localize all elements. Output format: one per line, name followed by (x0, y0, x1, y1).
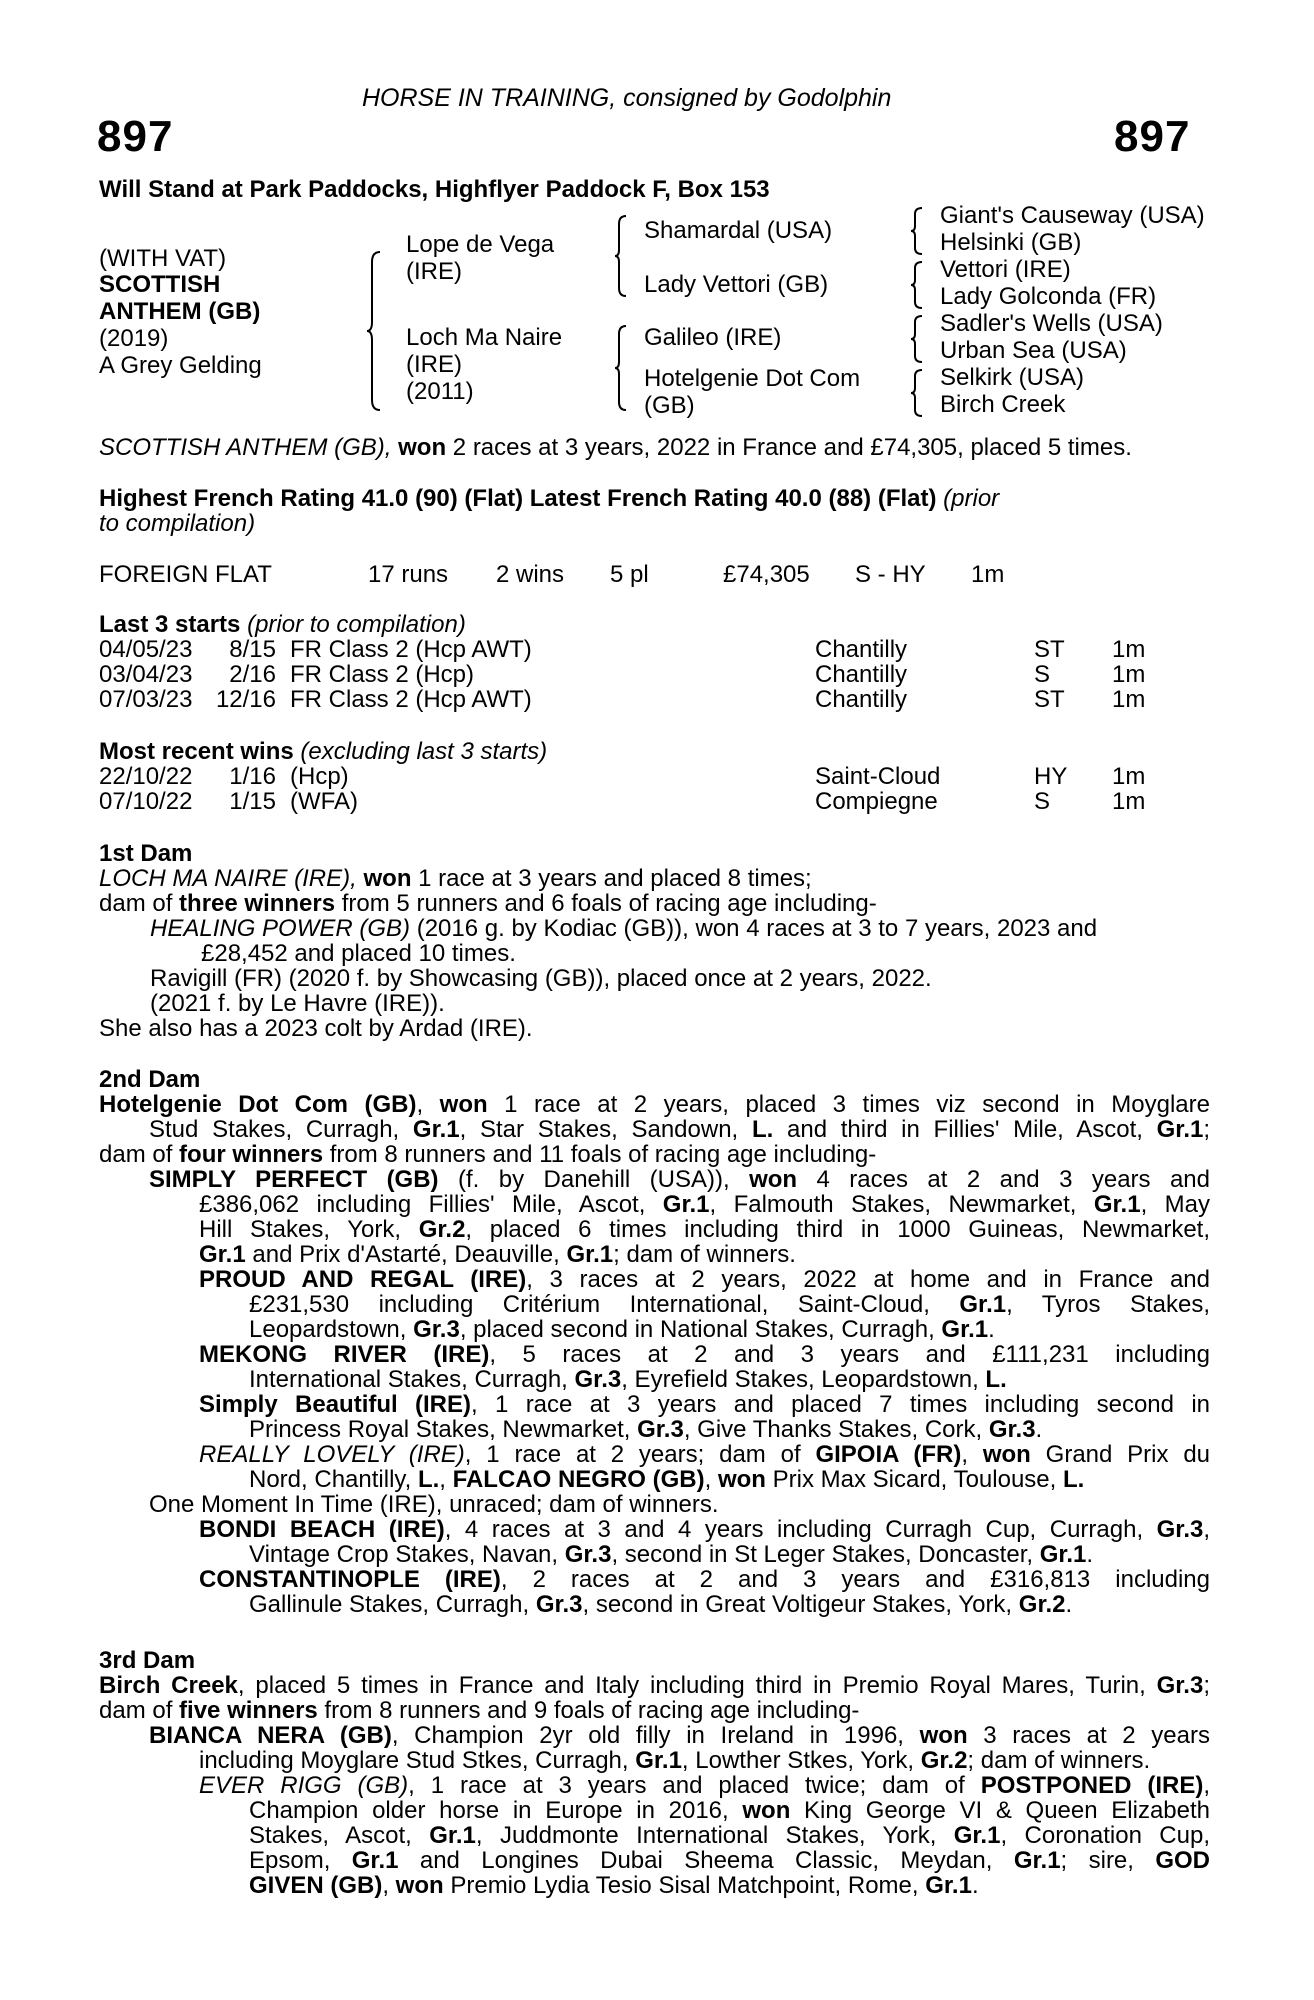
dam-year: (2011) (406, 378, 474, 405)
recent-date: 07/10/22 (99, 788, 193, 815)
record-wins: 2 wins (496, 561, 565, 588)
dam2-line: MEKONG RIVER (IRE), 5 races at 2 and 3 years and £111,231 including (199, 1341, 1210, 1368)
dam1-line4: £28,452 and placed 10 times. (201, 940, 516, 967)
foaling-year: (2019) (99, 325, 169, 352)
gp-5: Sadler's Wells (USA) (940, 310, 1163, 337)
dam1-line7: She also has a 2023 colt by Ardad (IRE). (99, 1015, 533, 1042)
rating-line-cont: to compilation) (99, 510, 256, 537)
lot-number-left: 897 (97, 112, 174, 161)
last3-race: FR Class 2 (Hcp AWT) (290, 636, 532, 663)
last3-date: 04/05/23 (99, 636, 193, 663)
last3-pos: 2/16 (229, 661, 276, 688)
record-placed: 5 pl (610, 561, 649, 588)
last3-dist: 1m (1112, 661, 1146, 688)
dam-dam-line2: (GB) (644, 392, 695, 419)
gp-7: Selkirk (USA) (940, 364, 1085, 391)
last3-course: Chantilly (815, 636, 908, 663)
dam1-heading: 1st Dam (99, 840, 193, 867)
dam-country: (IRE) (406, 351, 462, 378)
dam-name: Loch Ma Naire (406, 324, 563, 351)
record-runs: 17 runs (368, 561, 449, 588)
pedigree-brace-2 (910, 260, 926, 310)
record-label: FOREIGN FLAT (99, 561, 272, 588)
vat-note: (WITH VAT) (99, 245, 227, 272)
dam2-line: Princess Royal Stakes, Newmarket, Gr.3, Give Thanks Stakes, Cork, Gr.3. (249, 1416, 1043, 1443)
gp-8: Birch Creek (940, 391, 1066, 418)
recent-heading: Most recent wins (excluding last 3 starts) (99, 738, 548, 765)
dam2-line: CONSTANTINOPLE (IRE), 2 races at 2 and 3 years and £316,813 including (199, 1566, 1211, 1593)
recent-course: Saint-Cloud (815, 763, 941, 790)
record-prize: £74,305 (723, 561, 810, 588)
gp-6: Urban Sea (USA) (940, 337, 1127, 364)
sire-country: (IRE) (406, 258, 462, 285)
sire-dam: Lady Vettori (GB) (644, 271, 829, 298)
dam2-line: dam of four winners from 8 runners and 11 foals of racing age including- (99, 1141, 877, 1168)
recent-pos: 1/16 (229, 763, 276, 790)
last3-pos: 8/15 (229, 636, 276, 663)
last3-course: Chantilly (815, 686, 908, 713)
dam2-line: Gallinule Stakes, Curragh, Gr.3, second in Great Voltigeur Stakes, York, Gr.2. (249, 1591, 1073, 1618)
last3-dist: 1m (1112, 636, 1146, 663)
dam2-line: Gr.1 and Prix d'Astarté, Deauville, Gr.1; dam of winners. (199, 1241, 796, 1268)
last3-going: ST (1034, 636, 1065, 663)
last3-going: S (1034, 661, 1051, 688)
pedigree-dam-brace (614, 324, 630, 412)
dam3-line: Stakes, Ascot, Gr.1, Juddmonte International Stakes, York, Gr.1, Coronation Cup, (249, 1822, 1210, 1849)
dam2-line: REALLY LOVELY (IRE), 1 race at 2 years; dam of GIPOIA (FR), won Grand Prix du (199, 1441, 1211, 1468)
dam3-heading: 3rd Dam (99, 1647, 196, 1674)
recent-pos: 1/15 (229, 788, 276, 815)
recent-going: S (1034, 788, 1051, 815)
dam2-line: Hotelgenie Dot Com (GB), won 1 race at 2 years, placed 3 times viz second in Moyglare (99, 1091, 1210, 1118)
dam2-line: BONDI BEACH (IRE), 4 races at 3 and 4 years including Curragh Cup, Curragh, Gr.3, (199, 1516, 1211, 1543)
dam-sire: Galileo (IRE) (644, 324, 782, 351)
pedigree-main-brace (366, 250, 386, 412)
last3-dist: 1m (1112, 686, 1146, 713)
dam2-line: Simply Beautiful (IRE), 1 race at 3 years and placed 7 times including second in (199, 1391, 1210, 1418)
dam2-line: Vintage Crop Stakes, Navan, Gr.3, second in St Leger Stakes, Doncaster, Gr.1. (249, 1541, 1094, 1568)
dam3-line: dam of five winners from 8 runners and 9 foals of racing age including- (99, 1697, 860, 1724)
dam3-line: EVER RIGG (GB), 1 race at 3 years and placed twice; dam of POSTPONED (IRE), (199, 1772, 1210, 1799)
recent-race: (Hcp) (290, 763, 349, 790)
recent-race: (WFA) (290, 788, 358, 815)
dam2-line: £231,530 including Critérium International, Saint-Cloud, Gr.1, Tyros Stakes, (249, 1291, 1210, 1318)
rating-line: Highest French Rating 41.0 (90) (Flat) Latest French Rating 40.0 (88) (Flat) (prior (99, 485, 1000, 512)
last3-date: 07/03/23 (99, 686, 193, 713)
dam-dam-line1: Hotelgenie Dot Com (644, 365, 861, 392)
lot-number-right: 897 (1114, 112, 1191, 161)
dam3-line: Champion older horse in Europe in 2016, won King George VI & Queen Elizabeth (249, 1797, 1210, 1824)
last3-date: 03/04/23 (99, 661, 193, 688)
dam3-line: Birch Creek, placed 5 times in France and Italy including third in Premio Royal Mares, Turin, Gr.3; (99, 1672, 1210, 1699)
dam1-line1: LOCH MA NAIRE (IRE), won 1 race at 3 years and placed 8 times; (99, 865, 812, 892)
dam2-line: One Moment In Time (IRE), unraced; dam of winners. (149, 1491, 719, 1518)
dam2-line: Nord, Chantilly, L., FALCAO NEGRO (GB), won Prix Max Sicard, Toulouse, L. (249, 1466, 1085, 1493)
pedigree-brace-3 (910, 314, 926, 364)
dam2-line: PROUD AND REGAL (IRE), 3 races at 2 years, 2022 at home and in France and (199, 1266, 1210, 1293)
horse-name-line2: ANTHEM (GB) (99, 298, 261, 325)
gp-4: Lady Golconda (FR) (940, 283, 1157, 310)
dam2-line: International Stakes, Curragh, Gr.3, Eyrefield Stakes, Leopardstown, L. (249, 1366, 1007, 1393)
last3-heading: Last 3 starts (prior to compilation) (99, 611, 466, 638)
sire-name: Lope de Vega (406, 231, 555, 258)
dam2-line: SIMPLY PERFECT (GB) (f. by Danehill (USA)), won 4 races at 2 and 3 years and (149, 1166, 1210, 1193)
recent-date: 22/10/22 (99, 763, 193, 790)
gp-3: Vettori (IRE) (940, 256, 1071, 283)
race-summary: SCOTTISH ANTHEM (GB), won 2 races at 3 years, 2022 in France and £74,305, placed 5 times. (99, 434, 1132, 461)
recent-going: HY (1034, 763, 1068, 790)
dam1-line5: Ravigill (FR) (2020 f. by Showcasing (GB)), placed once at 2 years, 2022. (150, 965, 932, 992)
dam2-line: £386,062 including Fillies' Mile, Ascot, Gr.1, Falmouth Stakes, Newmarket, Gr.1, May (199, 1191, 1210, 1218)
recent-dist: 1m (1112, 788, 1146, 815)
dam2-line: Hill Stakes, York, Gr.2, placed 6 times including third in 1000 Guineas, Newmarket, (199, 1216, 1210, 1243)
horse-description: A Grey Gelding (99, 352, 262, 379)
dam2-heading: 2nd Dam (99, 1066, 201, 1093)
last3-race: FR Class 2 (Hcp) (290, 661, 475, 688)
gp-2: Helsinki (GB) (940, 229, 1082, 256)
last3-going: ST (1034, 686, 1065, 713)
horse-name-line1: SCOTTISH (99, 271, 221, 298)
record-going: S - HY (855, 561, 926, 588)
dam2-line: Leopardstown, Gr.3, placed second in National Stakes, Curragh, Gr.1. (249, 1316, 995, 1343)
dam1-line3: HEALING POWER (GB) (2016 g. by Kodiac (GB)), won 4 races at 3 to 7 years, 2023 and (150, 915, 1098, 942)
recent-dist: 1m (1112, 763, 1146, 790)
last3-pos: 12/16 (215, 686, 276, 713)
recent-course: Compiegne (815, 788, 938, 815)
dam3-line: BIANCA NERA (GB), Champion 2yr old filly in Ireland in 1996, won 3 races at 2 years (149, 1722, 1210, 1749)
dam1-line6: (2021 f. by Le Havre (IRE)). (150, 990, 445, 1017)
pedigree-brace-4 (910, 368, 926, 418)
dam2-line: Stud Stakes, Curragh, Gr.1, Star Stakes, Sandown, L. and third in Fillies' Mile, Ascot, Gr.1; (149, 1116, 1211, 1143)
last3-course: Chantilly (815, 661, 908, 688)
dam3-line: including Moyglare Stud Stkes, Curragh, Gr.1, Lowther Stkes, York, Gr.2; dam of winners. (199, 1747, 1151, 1774)
dam3-line: Epsom, Gr.1 and Longines Dubai Sheema Classic, Meydan, Gr.1; sire, GOD (249, 1847, 1211, 1874)
gp-1: Giant's Causeway (USA) (940, 202, 1205, 229)
dam1-line2: dam of three winners from 5 runners and 6 foals of racing age including- (99, 890, 877, 917)
sire-sire: Shamardal (USA) (644, 217, 833, 244)
last3-race: FR Class 2 (Hcp AWT) (290, 686, 532, 713)
record-distance: 1m (971, 561, 1005, 588)
pedigree-brace-1 (910, 206, 926, 256)
dam3-line: GIVEN (GB), won Premio Lydia Tesio Sisal Matchpoint, Rome, Gr.1. (249, 1872, 979, 1899)
pedigree-sire-brace (614, 214, 630, 298)
catalogue-heading: HORSE IN TRAINING, consigned by Godolphin (362, 84, 892, 112)
stand-location: Will Stand at Park Paddocks, Highflyer Paddock F, Box 153 (99, 176, 770, 203)
